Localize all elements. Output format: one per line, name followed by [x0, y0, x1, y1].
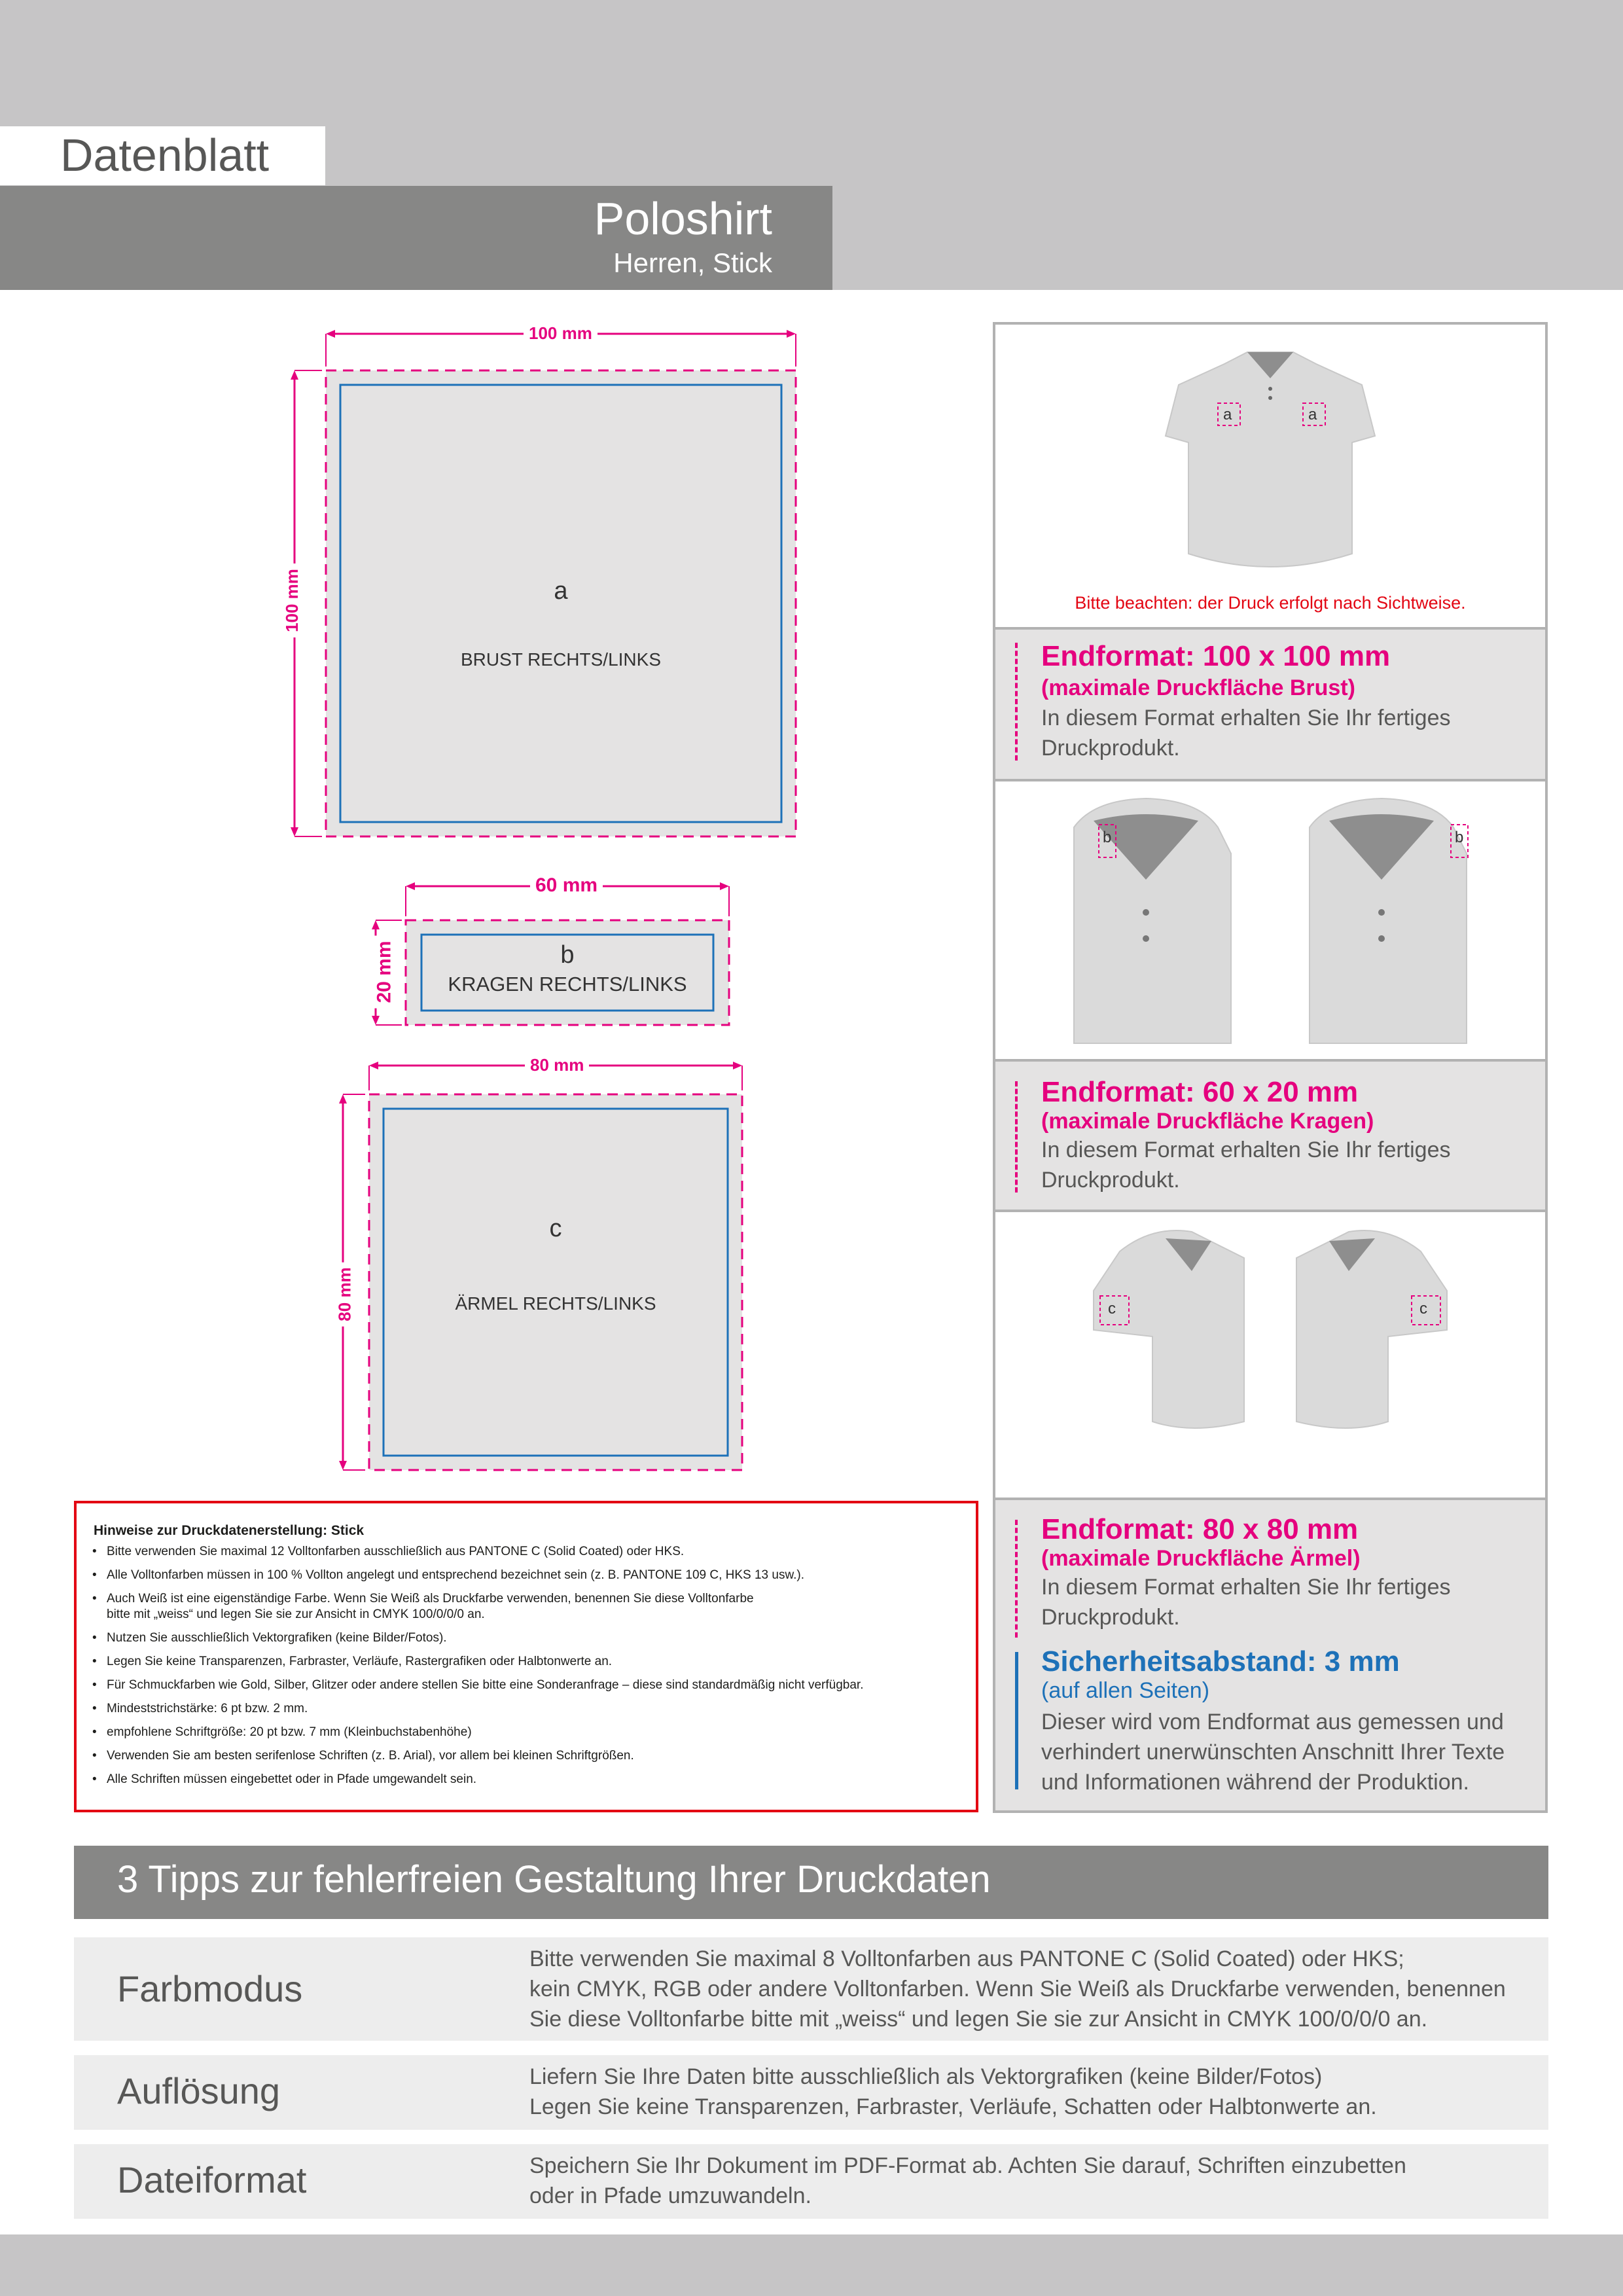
title-bar: [0, 186, 832, 290]
diagram-b-letter: b: [560, 941, 575, 969]
kragen-title: Endformat: 60 x 20 mm: [1041, 1076, 1359, 1108]
diagram-c-height-label: 80 mm: [335, 1262, 355, 1326]
polo-collar-illustration: [995, 781, 1545, 1056]
hinweise-item: • Alle Schriften müssen eingebettet oder in Pfade umgewandelt sein.: [92, 1772, 969, 1787]
diagram-c-lines: [321, 1047, 766, 1479]
sicherheit-title: Sicherheitsabstand: 3 mm: [1041, 1645, 1400, 1677]
tip-line: Sie diese Volltonfarbe bitte mit „weiss“ und legen Sie sie zur Ansicht in CMYK 100/0/0/0 an.: [529, 2007, 1428, 2032]
panel-brust-info: [993, 627, 1548, 781]
polo-front-illustration: [995, 338, 1545, 600]
hinweise-box: [74, 1501, 978, 1812]
diagram-a-height-label: 100 mm: [282, 564, 302, 637]
sicherheit-accent-line: [1015, 1652, 1018, 1789]
hinweise-item: • Alle Volltonfarben müssen in 100 % Vollton angelegt und entsprechend bezeichnet sein (z. B. PANTONE 109 C, HKS 13 usw.).: [92, 1568, 969, 1583]
hinweise-item: • empfohlene Schriftgröße: 20 pt bzw. 7 mm (Kleinbuchstabenhöhe): [92, 1725, 969, 1740]
hinweise-item: • Legen Sie keine Transparenzen, Farbraster, Verläufe, Rastergrafiken oder Halbtonwerte an.: [92, 1654, 969, 1670]
tip-text: [529, 2151, 1537, 2211]
brust-accent-line: [1015, 643, 1018, 761]
aermel-text-line1: In diesem Format erhalten Sie Ihr fertiges: [1041, 1575, 1451, 1600]
tip-line: kein CMYK, RGB oder andere Volltonfarben. Wenn Sie Weiß als Druckfarbe verwenden, benennen: [529, 1977, 1506, 2001]
footer-band: [0, 2234, 1623, 2296]
brust-subtitle: (maximale Druckfläche Brust): [1041, 675, 1355, 700]
marker-b-right: b: [1455, 829, 1464, 846]
aermel-subtitle: (maximale Druckfläche Ärmel): [1041, 1546, 1361, 1571]
diagram-a-label: BRUST RECHTS/LINKS: [461, 649, 661, 670]
diagram-a-width-label: 100 mm: [524, 323, 597, 344]
kragen-text-line1: In diesem Format erhalten Sie Ihr fertiges: [1041, 1138, 1451, 1162]
tip-text: [529, 1944, 1537, 2034]
tip-line: oder in Pfade umzuwandeln.: [529, 2183, 812, 2208]
tip-label: Auflösung: [117, 2070, 281, 2111]
tip-label: Farbmodus: [117, 1968, 303, 2009]
marker-b-left: b: [1103, 829, 1112, 846]
hinweise-item: • Bitte verwenden Sie maximal 12 Volltonfarben ausschließlich aus PANTONE C (Solid Coated) oder HKS.: [92, 1544, 969, 1560]
sicherheit-text-line1: Dieser wird vom Endformat aus gemessen und: [1041, 1710, 1504, 1734]
hinweise-title: Hinweise zur Druckdatenerstellung: Stick: [94, 1523, 365, 1538]
diagram-a-letter: a: [554, 577, 568, 605]
panel-brust-image: [993, 322, 1548, 627]
diagram-c: [321, 1047, 766, 1479]
diagram-c-width-label: 80 mm: [525, 1055, 589, 1075]
page-subtitle: Herren, Stick: [613, 247, 772, 278]
hinweise-list: [92, 1544, 969, 1795]
sicherheit-subtitle: (auf allen Seiten): [1041, 1678, 1210, 1703]
hinweise-item: • Für Schmuckfarben wie Gold, Silber, Glitzer oder andere stellen Sie bitte eine Sonderanfrage – diese sind standardmäßig nicht verfügbar.: [92, 1677, 969, 1693]
diagram-b-width-label: 60 mm: [530, 874, 603, 897]
datenblatt-tab: [0, 126, 325, 185]
brust-text-line1: In diesem Format erhalten Sie Ihr fertiges: [1041, 706, 1451, 730]
marker-c-left: c: [1108, 1300, 1116, 1318]
hinweise-item: • Auch Weiß ist eine eigenständige Farbe. Wenn Sie Weiß als Druckfarbe verwenden, benennen Sie diese Volltonfarbe bitte mit „weiss“ und legen Sie sie zur Ansicht in CMYK 100/0/0/0 an.: [92, 1591, 761, 1623]
hinweise-item: • Nutzen Sie ausschließlich Vektorgrafiken (keine Bilder/Fotos).: [92, 1630, 969, 1646]
hinweise-item: • Mindeststrichstärke: 6 pt bzw. 2 mm.: [92, 1701, 969, 1717]
tip-row-dateiformat: [74, 2144, 1548, 2219]
tip-line: Liefern Sie Ihre Daten bitte ausschließlich als Vektorgrafiken (keine Bilder/Fotos): [529, 2064, 1323, 2089]
tip-line: Speichern Sie Ihr Dokument im PDF-Format ab. Achten Sie darauf, Schriften einzubetten: [529, 2153, 1406, 2178]
diagram-b-height-label: 20 mm: [374, 935, 396, 1008]
kragen-accent-line: [1015, 1081, 1018, 1193]
aermel-accent-line: [1015, 1520, 1018, 1638]
panel-kragen-image: [993, 781, 1548, 1059]
sicherheit-text-line2: verhindert unerwünschten Anschnitt Ihrer Texte: [1041, 1740, 1505, 1765]
tips-title: 3 Tipps zur fehlerfreien Gestaltung Ihrer Druckdaten: [117, 1858, 991, 1901]
diagram-b: [353, 870, 746, 1034]
panel-aermel-info: [993, 1498, 1548, 1813]
tip-text: [529, 2062, 1537, 2122]
page-title: Poloshirt: [594, 193, 772, 244]
sicherheit-text-line3: und Informationen während der Produktion.: [1041, 1770, 1469, 1795]
sichtweise-note: Bitte beachten: der Druck erfolgt nach Sichtweise.: [1075, 593, 1466, 613]
panel-aermel-image: [993, 1212, 1548, 1498]
datenblatt-label: Datenblatt: [60, 130, 270, 181]
diagram-b-label: KRAGEN RECHTS/LINKS: [448, 973, 687, 996]
tip-row-aufloesung: [74, 2055, 1548, 2130]
brust-text-line2: Druckprodukt.: [1041, 736, 1180, 761]
aermel-text-line2: Druckprodukt.: [1041, 1605, 1180, 1630]
tip-line: Legen Sie keine Transparenzen, Farbraster, Verläufe, Schatten oder Halbtonwerte an.: [529, 2094, 1377, 2119]
marker-c-right: c: [1419, 1300, 1427, 1318]
tips-header: [74, 1846, 1548, 1919]
polo-sleeve-illustration: [995, 1212, 1545, 1494]
aermel-title: Endformat: 80 x 80 mm: [1041, 1513, 1359, 1545]
panel-kragen-info: [993, 1059, 1548, 1212]
kragen-subtitle: (maximale Druckfläche Kragen): [1041, 1109, 1374, 1134]
tip-label: Dateiformat: [117, 2159, 307, 2200]
hinweise-item: • Verwenden Sie am besten serifenlose Schriften (z. B. Arial), vor allem bei kleinen Schriftgrößen.: [92, 1748, 969, 1764]
diagram-a: [275, 321, 818, 851]
tip-row-farbmodus: [74, 1937, 1548, 2041]
tip-line: Bitte verwenden Sie maximal 8 Volltonfarben aus PANTONE C (Solid Coated) oder HKS;: [529, 1946, 1404, 1971]
marker-a-left: a: [1223, 406, 1232, 423]
marker-a-right: a: [1308, 406, 1317, 423]
diagram-c-label: ÄRMEL RECHTS/LINKS: [455, 1293, 656, 1314]
brust-title: Endformat: 100 x 100 mm: [1041, 640, 1391, 672]
diagram-c-letter: c: [549, 1215, 562, 1242]
kragen-text-line2: Druckprodukt.: [1041, 1168, 1180, 1193]
